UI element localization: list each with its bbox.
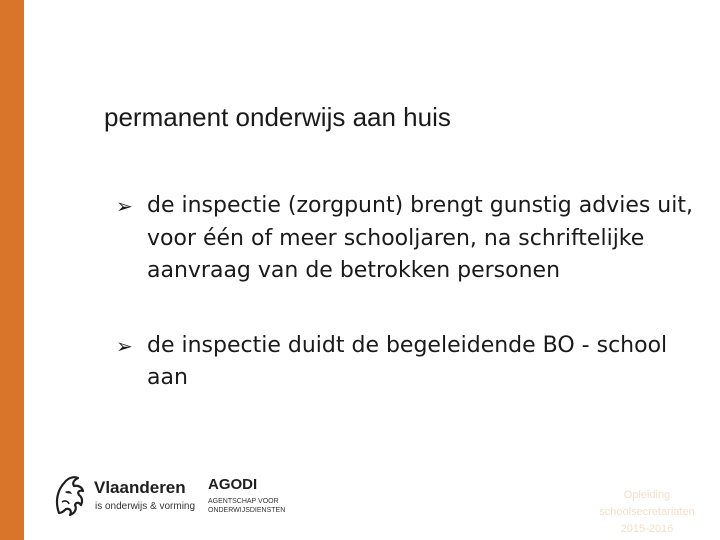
footer-note-line: 2015-2016 <box>620 523 674 535</box>
bullet-text: de inspectie duidt de begeleidende BO - school aan <box>147 332 668 390</box>
footer-note-line: schoolsecretariaten <box>599 506 695 518</box>
bullet-list <box>116 190 696 395</box>
footer-note-line: Opleiding <box>623 489 671 501</box>
accent-side-bar <box>0 0 24 540</box>
vlaanderen-tagline: is onderwijs & vorming <box>95 501 196 512</box>
flemish-lion-icon <box>50 472 90 518</box>
bullet-item <box>116 330 696 395</box>
agodi-wordmark: AGODI <box>208 476 258 493</box>
vlaanderen-wordmark: Vlaanderen <box>94 478 186 497</box>
arrow-bullet-icon: ➢ <box>116 333 133 358</box>
slide-title: permanent onderwijs aan huis <box>104 102 451 132</box>
arrow-bullet-icon: ➢ <box>116 194 133 218</box>
vlaanderen-agodi-logo <box>50 470 295 522</box>
bullet-item <box>116 190 696 288</box>
footer-note <box>582 487 712 538</box>
agodi-subtitle: AGENTSCHAP VOOR ONDERWIJSDIENSTEN <box>208 498 286 514</box>
bullet-text: de inspectie (zorgpunt) brengt gunstig advies uit, voor één of meer schooljaren, na schriftelijke aanvraag van de betrokken personen <box>147 193 693 283</box>
